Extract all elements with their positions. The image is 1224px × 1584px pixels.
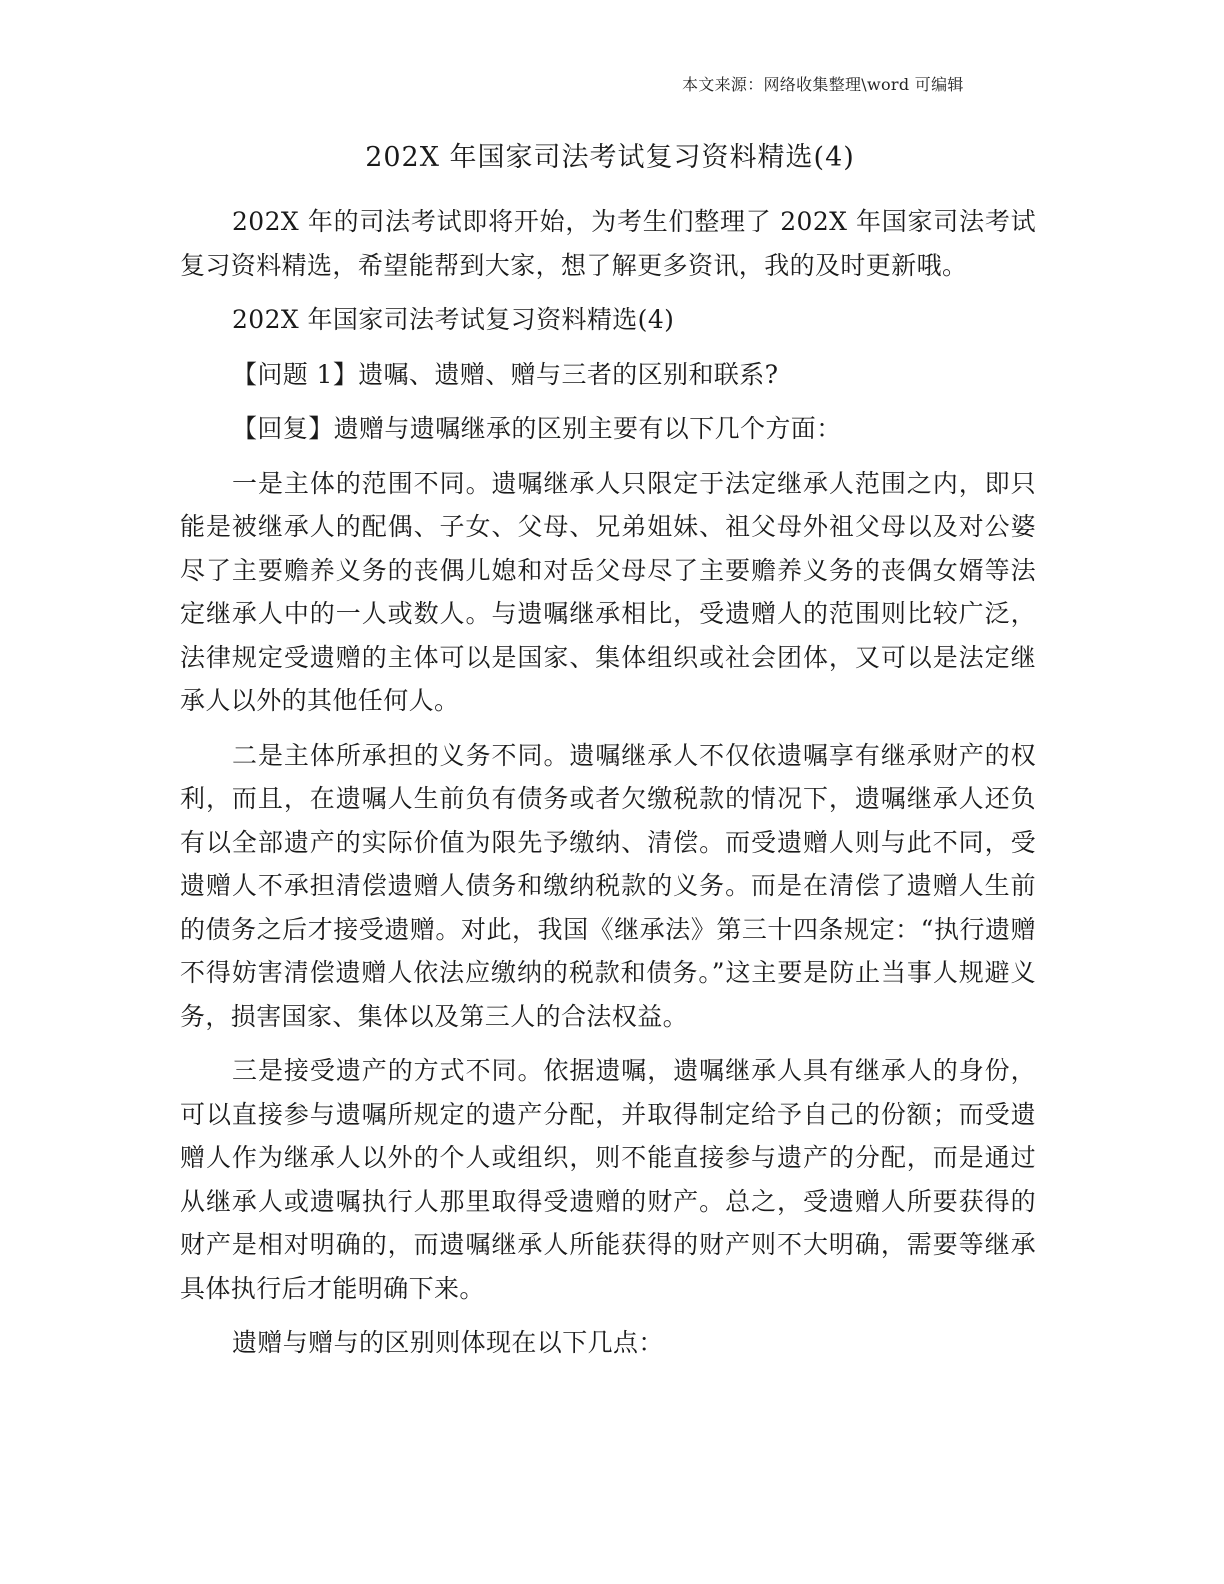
intro-paragraph: 202X 年的司法考试即将开始，为考生们整理了 202X 年国家司法考试复习资料精选，希望能帮到大家，想了解更多资讯，我的及时更新哦。	[180, 207, 1036, 280]
subtitle-paragraph: 202X 年国家司法考试复习资料精选(4)	[232, 305, 675, 334]
point-three-paragraph: 三是接受遗产的方式不同。依据遗嘱，遗嘱继承人具有继承人的身份，可以直接参与遗嘱所规定的遗产分配，并取得制定给予自己的份额；而受遗赠人作为继承人以外的个人或组织，则不能直接参与遗产的分配，而是通过从继承人或遗嘱执行人那里取得受遗赠的财产。总之，受遗赠人所要获得的财产是相对明确的，而遗嘱继承人所能获得的财产则不大明确，需要等继承具体执行后才能明确下来。	[180, 1056, 1036, 1303]
page-title: 202X 年国家司法考试复习资料精选(4)	[365, 142, 855, 173]
document-body	[180, 200, 1036, 1376]
point-one-paragraph: 一是主体的范围不同。遗嘱继承人只限定于法定继承人范围之内，即只能是被继承人的配偶、子女、父母、兄弟姐妹、祖父母外祖父母以及对公婆尽了主要赡养义务的丧偶儿媳和对岳父母尽了主要赡养义务的丧偶女婿等法定继承人中的一人或数人。与遗嘱继承相比，受遗赠人的范围则比较广泛，法律规定受遗赠的主体可以是国家、集体组织或社会团体，又可以是法定继承人以外的其他任何人。	[180, 468, 1036, 715]
source-note: 本文来源：网络收集整理\word 可编辑	[682, 75, 964, 94]
point-two-paragraph: 二是主体所承担的义务不同。遗嘱继承人不仅依遗嘱享有继承财产的权利，而且，在遗嘱人生前负有债务或者欠缴税款的情况下，遗嘱继承人还负有以全部遗产的实际价值为限先予缴纳、清偿。而受遗赠人则与此不同，受遗赠人不承担清偿遗赠人债务和缴纳税款的义务。而是在清偿了遗赠人生前的债务之后才接受遗赠。对此，我国《继承法》第三十四条规定：“执行遗赠不得妨害清偿遗赠人依法应缴纳的税款和债务。”这主要是防止当事人规避义务，损害国家、集体以及第三人的合法权益。	[180, 740, 1036, 1031]
closing-paragraph: 遗赠与赠与的区别则体现在以下几点：	[232, 1328, 664, 1357]
question-paragraph: 【问题 1】遗嘱、遗赠、赠与三者的区别和联系?	[232, 359, 779, 389]
answer-paragraph: 【回复】遗赠与遗嘱继承的区别主要有以下几个方面：	[232, 414, 842, 443]
